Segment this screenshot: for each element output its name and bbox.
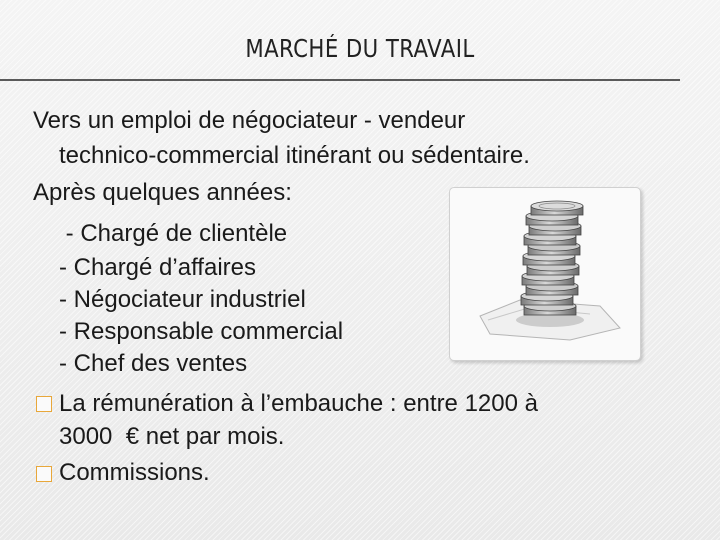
career-item-chef: - Chef des ventes: [59, 350, 248, 377]
career-heading: Après quelques années:: [33, 179, 292, 206]
title-underline: [0, 79, 680, 81]
career-item-affaires: - Chargé d’affaires: [59, 254, 256, 281]
career-item-clientele: - Chargé de clientèle: [59, 220, 288, 247]
career-item-responsable: - Responsable commercial: [59, 318, 344, 345]
salary-line-2: 3000 € net par mois.: [59, 423, 285, 450]
commissions-line: Commissions.: [59, 459, 210, 486]
slide-title: MARCHÉ DU TRAVAIL: [245, 34, 475, 63]
intro-line-1: Vers un emploi de négociateur - vendeur: [33, 107, 466, 134]
coin-stack-image: [449, 187, 641, 361]
bullet-square-icon: [36, 396, 52, 412]
career-item-negociateur: - Négociateur industriel: [59, 286, 306, 313]
salary-line-1: La rémunération à l’embauche : entre 1200 à: [59, 390, 538, 417]
coin-stack-icon: [450, 188, 640, 360]
bullet-square-icon: [36, 466, 52, 482]
intro-line-2: technico-commercial itinérant ou sédentaire.: [59, 142, 530, 169]
